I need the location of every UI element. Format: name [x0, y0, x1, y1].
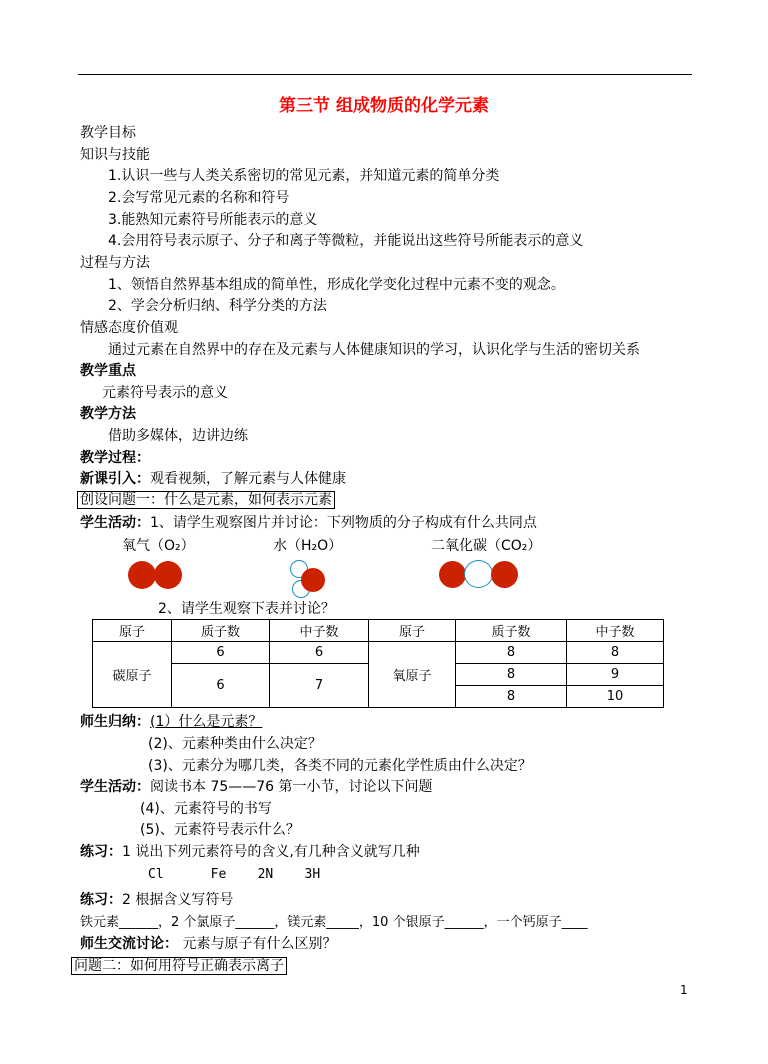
table-cell: 8 — [567, 642, 664, 664]
exercise-two-line — [80, 891, 233, 909]
knowledge-item-4: 4.会用符号表示原子、分子和离子等微粒，并能说出这些符号所能表示的意义 — [108, 233, 584, 249]
carbon-atom — [464, 560, 493, 588]
knowledge-heading: 知识与技能 — [80, 147, 150, 163]
activity-one-line — [80, 514, 537, 532]
table-cell: 6 — [172, 664, 270, 708]
exercise-two-text: 2 根据含义写符号 — [122, 892, 234, 908]
focus-heading: 教学重点 — [80, 363, 136, 379]
molecule-label-oxygen: 氧气（O₂） — [122, 538, 195, 554]
intro-line — [80, 470, 346, 488]
activity-three-label: 学生活动： — [80, 779, 150, 795]
activity-three-line — [80, 778, 433, 796]
knowledge-item-1: 1.认识一些与人类关系密切的常见元素，并知道元素的简单分类 — [108, 168, 500, 184]
oxygen-atom — [154, 561, 182, 589]
table-header: 中子数 — [270, 620, 369, 642]
table-cell: 7 — [270, 664, 369, 708]
knowledge-item-2: 2.会写常见元素的名称和符号 — [108, 190, 290, 206]
exercise-one-text: 1 说出下列元素符号的含义,有几种含义就写几种 — [122, 844, 420, 860]
process-item-1: 1、领悟自然界基本组成的简单性，形成化学变化过程中元素不变的观念。 — [108, 277, 565, 293]
oxygen-atom — [301, 568, 325, 592]
activity-three-text: 阅读书本 75——76 第一小节，讨论以下问题 — [150, 779, 433, 795]
summary-item-2: (2)、元素种类由什么决定？ — [148, 736, 322, 752]
discussion-label: 师生交流讨论： — [80, 936, 178, 952]
summary-item-1: (1）什么是元素？ — [150, 714, 263, 730]
table-header: 中子数 — [567, 620, 664, 642]
table-header: 原子 — [93, 620, 172, 642]
activity-three-item-5: (5)、元素符号表示什么？ — [140, 822, 300, 838]
table-header: 原子 — [369, 620, 456, 642]
oxygen-atom-name: 氧原子 — [369, 642, 456, 708]
intro-text: 观看视频，了解元素与人体健康 — [150, 471, 346, 487]
table-header: 质子数 — [172, 620, 270, 642]
summary-label: 师生归纳： — [80, 714, 150, 730]
table-cell: 8 — [456, 664, 567, 686]
method-text: 借助多媒体，边讲边练 — [108, 428, 248, 444]
carbon-atom-name: 碳原子 — [93, 642, 172, 708]
exercise-one-symbols: Cl Fe 2N 3H — [148, 867, 321, 882]
discussion-text: 元素与原子有什么区别？ — [178, 936, 337, 952]
table-cell: 6 — [270, 642, 369, 664]
table-cell: 9 — [567, 664, 664, 686]
emotion-item-1: 通过元素在自然界中的存在及元素与人体健康知识的学习，认识化学与生活的密切关系 — [108, 342, 640, 358]
table-cell: 8 — [456, 642, 567, 664]
oxygen-atom — [491, 561, 518, 588]
question-two-box — [71, 957, 287, 975]
activity-one-label: 学生活动： — [80, 515, 150, 531]
activity-three-item-4: (4)、元素符号的书写 — [140, 801, 272, 817]
table-cell: 6 — [172, 642, 270, 664]
page-number: 1 — [680, 983, 688, 997]
summary-line — [80, 713, 262, 731]
question-one: 创设问题一：什么是元素，如何表示元素 — [77, 491, 335, 509]
oxygen-atom — [128, 561, 156, 589]
oxygen-molecule-diagram — [128, 561, 182, 589]
process-item-2: 2、学会分析归纳、科学分类的方法 — [108, 298, 327, 314]
question-one-box — [77, 491, 335, 509]
goals-heading: 教学目标 — [80, 125, 136, 141]
table-cell: 10 — [567, 686, 664, 708]
water-molecule-diagram — [290, 560, 330, 598]
discussion-line — [80, 935, 336, 953]
header-rule — [78, 74, 692, 75]
page-title: 第三节 组成物质的化学元素 — [279, 96, 489, 116]
exercise-two-blanks: 铁元素______，2 个氯原子______，镁元素_____，10 个银原子______，一个钙原子____ — [80, 915, 588, 930]
table-header: 质子数 — [456, 620, 567, 642]
method-heading: 教学方法 — [80, 406, 136, 422]
atom-table — [92, 619, 664, 708]
procedure-heading: 教学过程： — [80, 450, 150, 466]
molecule-label-water: 水（H₂O） — [273, 538, 343, 554]
activity-two-text: 2、请学生观察下表并讨论？ — [158, 601, 335, 617]
oxygen-atom — [439, 561, 466, 588]
table-row — [93, 642, 664, 664]
molecule-label-co2: 二氧化碳（CO₂） — [431, 538, 542, 554]
process-heading: 过程与方法 — [80, 255, 150, 271]
summary-item-3: (3)、元素分为哪几类，各类不同的元素化学性质由什么决定？ — [148, 758, 532, 774]
exercise-two-label: 练习： — [80, 892, 122, 908]
knowledge-item-3: 3.能熟知元素符号所能表示的意义 — [108, 212, 318, 228]
intro-label: 新课引入： — [80, 471, 150, 487]
table-cell: 8 — [456, 686, 567, 708]
question-two: 问题二：如何用符号正确表示离子 — [71, 957, 287, 975]
emotion-heading: 情感态度价值观 — [80, 320, 178, 336]
co2-molecule-diagram — [439, 560, 519, 588]
table-header-row — [93, 620, 664, 642]
exercise-one-line — [80, 843, 420, 861]
activity-one-text: 1、请学生观察图片并讨论：下列物质的分子构成有什么共同点 — [150, 515, 537, 531]
exercise-one-label: 练习： — [80, 844, 122, 860]
focus-text: 元素符号表示的意义 — [102, 385, 228, 401]
